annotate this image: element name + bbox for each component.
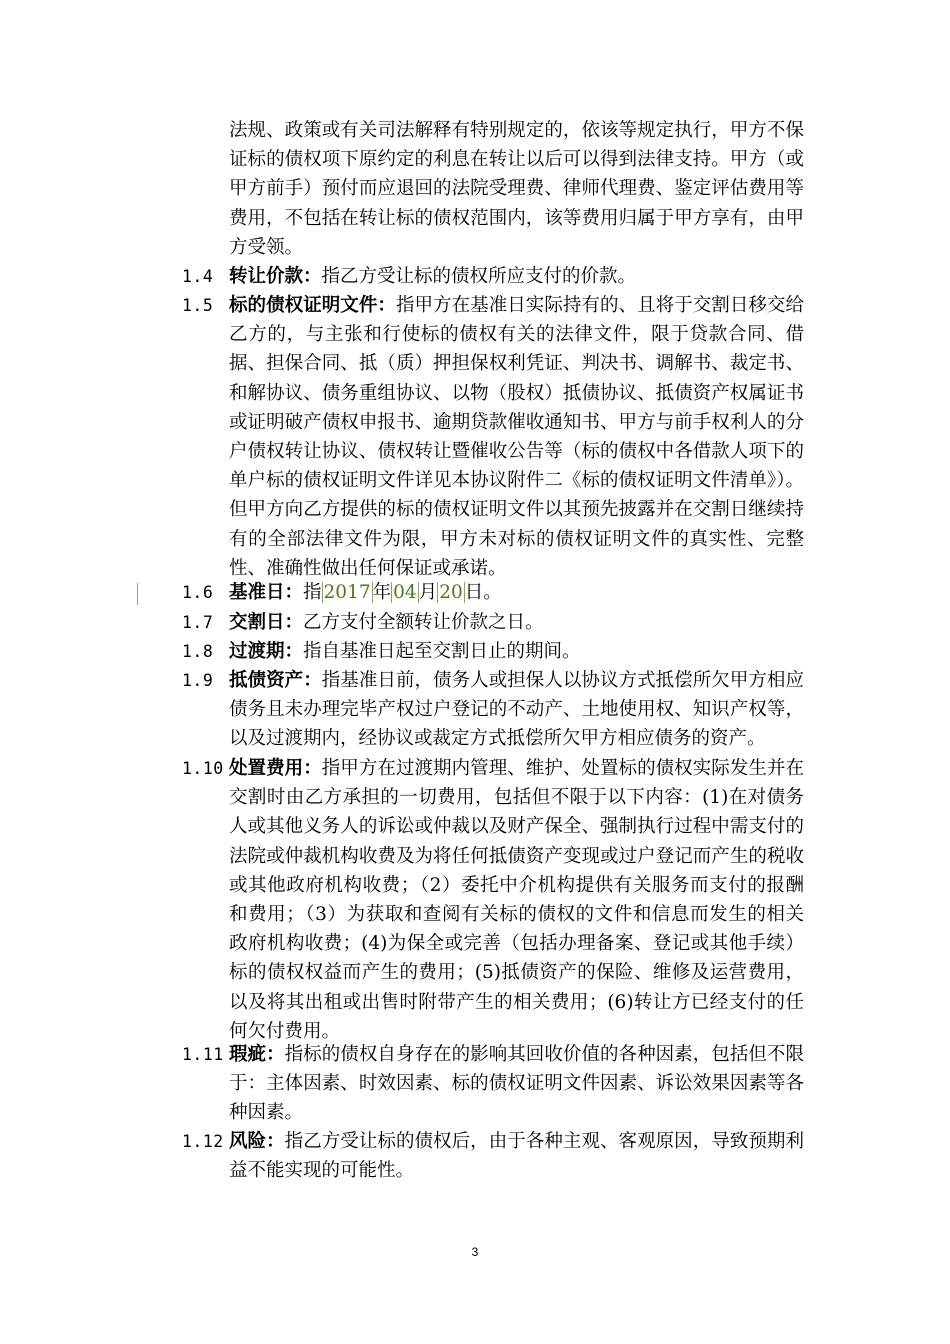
day-field[interactable]: 20 — [439, 582, 463, 603]
clause-1-5 — [182, 291, 804, 583]
month-unit: 月 — [418, 582, 438, 603]
clause-term: 标的债权证明文件： — [229, 295, 396, 316]
clause-body — [229, 578, 804, 607]
clause-number: 1.6 — [182, 583, 214, 602]
clause-text: 指基准日前，债务人或担保人以协议方式抵偿所欠甲方相应债务且未办理完毕产权过户登记的不动产、土地使用权、知识产权等，以及过渡期内，经协议或裁定方式抵偿所欠甲方相应债务的资产。 — [229, 670, 804, 750]
clause-text: 指标的债权自身存在的影响其回收价值的各种因素，包括但不限于：主体因素、时效因素、标的债权证明文件因素、诉讼效果因素等各种因素。 — [229, 1044, 804, 1124]
clause-body — [229, 291, 804, 583]
day-unit: 日。 — [464, 582, 502, 603]
clause-body — [229, 608, 804, 637]
page-number: 3 — [471, 1245, 479, 1259]
clause-number: 1.8 — [182, 642, 214, 661]
clause-term: 瑕疵： — [229, 1044, 285, 1065]
year-unit: 年 — [372, 582, 392, 603]
clause-number: 1.9 — [182, 671, 214, 690]
year-field[interactable]: 2017 — [323, 582, 371, 603]
clause-text-prefix: 指 — [303, 582, 322, 603]
clause-body — [229, 1127, 804, 1185]
clause-1-11 — [182, 1040, 804, 1128]
clause-term: 基准日： — [229, 582, 304, 603]
clause-term: 风险： — [229, 1131, 285, 1152]
clause-term: 转让价款： — [229, 266, 322, 287]
clause-number: 1.10 — [182, 759, 224, 778]
clause-1-10 — [182, 754, 804, 1046]
clause-text: 指甲方在基准日实际持有的、且将于交割日移交给乙方的，与主张和行使标的债权有关的法律文件，限于贷款合同、借据、担保合同、抵（质）押担保权利凭证、判决书、调解书、裁定书、和解协议、债务重组协议、以物（股权）抵债协议、抵债资产权属证书或证明破产债权申报书、逾期贷款催收通知书、甲方与前手权利人的分户债权转让协议、债权转让暨催收公告等（标的债权中各借款人项下的单户标的债权证明文件详见本协议附件二《标的债权证明文件清单》）。但甲方向乙方提供的标的债权证明文件以其预先披露并在交割日继续持有的全部法律文件为限，甲方未对标的债权证明文件的真实性、完整性、准确性做出任何保证或承诺。 — [229, 295, 804, 579]
clause-body — [229, 262, 804, 291]
clause-number: 1.12 — [182, 1132, 224, 1151]
clause-term: 抵债资产： — [229, 670, 322, 691]
clause-1-6 — [182, 578, 804, 607]
clause-continuation: 法规、政策或有关司法解释有特别规定的，依该等规定执行，甲方不保证标的债权项下原约定的利息在转让以后可以得到法律支持。甲方（或甲方前手）预付而应退回的法院受理费、律师代理费、鉴定评估费用等费用，不包括在转让标的债权范围内，该等费用归属于甲方享有，由甲方受领。 — [229, 120, 804, 258]
clause-body — [229, 637, 804, 666]
clause-1-12 — [182, 1127, 804, 1185]
clause-text: 指甲方在过渡期内管理、维护、处置标的债权实际发生并在交割时由乙方承担的一切费用，包括但不限于以下内容：(1)在对债务人或其他义务人的诉讼或仲裁以及财产保全、强制执行过程中需支付的法院或仲裁机构收费及为将任何抵债资产变现或过户登记而产生的税收或其他政府机构收费；（2）委托中介机构提供有关服务而支付的报酬和费用；（3）为获取和查阅有关标的债权的文件和信息而发生的相关政府机构收费；(4)为保全或完善（包括办理备案、登记或其他手续）标的债权权益而产生的费用；(5)抵债资产的保险、维修及运营费用，以及将其出租或出售时附带产生的相关费用；(6)转让方已经支付的任何欠付费用。 — [229, 758, 804, 1042]
month-field[interactable]: 04 — [393, 582, 417, 603]
clause-number: 1.11 — [182, 1045, 224, 1064]
revision-bar — [137, 583, 138, 605]
clause-1-9 — [182, 666, 804, 754]
clause-body — [229, 1040, 804, 1128]
clause-text: 指自基准日起至交割日止的期间。 — [303, 641, 581, 662]
clause-term: 交割日： — [229, 612, 304, 633]
clause-text: 指乙方受让标的债权后，由于各种主观、客观原因，导致预期利益不能实现的可能性。 — [229, 1131, 804, 1182]
clause-term: 处置费用： — [229, 758, 322, 779]
clause-text: 指乙方受让标的债权所应支付的价款。 — [321, 266, 637, 287]
clause-text: 乙方支付全额转让价款之日。 — [303, 612, 544, 633]
clause-number: 1.7 — [182, 613, 214, 632]
clause-body — [229, 666, 804, 754]
clause-term: 过渡期： — [229, 641, 304, 662]
clause-1-4 — [182, 262, 804, 291]
clause-1-7 — [182, 608, 804, 637]
clause-1-8 — [182, 637, 804, 666]
clause-body — [229, 754, 804, 1046]
clause-number: 1.5 — [182, 296, 214, 315]
clause-number: 1.4 — [182, 267, 214, 286]
